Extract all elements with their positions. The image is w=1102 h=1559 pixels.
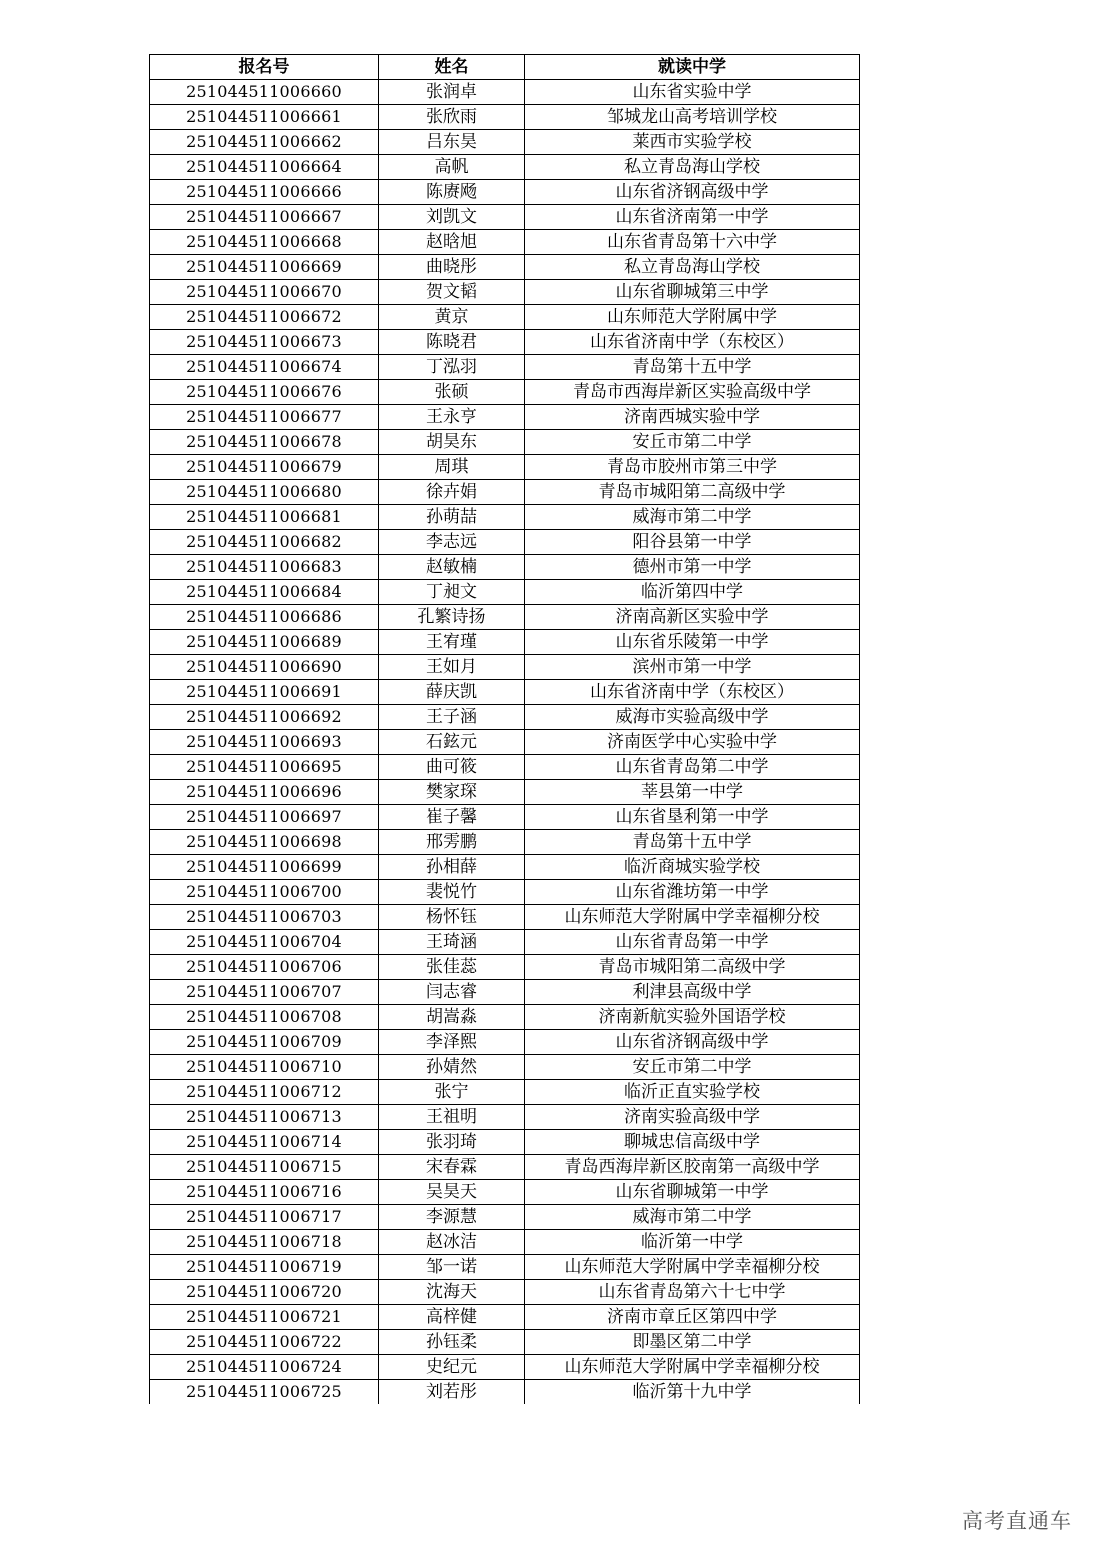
school-name-cell: 山东省青岛第二中学: [525, 755, 860, 780]
registration-number-cell: 251044511006712: [150, 1080, 379, 1105]
school-name-cell: 山东师范大学附属中学: [525, 305, 860, 330]
table-row: [150, 805, 860, 830]
table-row: [150, 580, 860, 605]
school-name-cell: 即墨区第二中学: [525, 1330, 860, 1355]
student-name-cell: 李源慧: [379, 1205, 525, 1230]
table-row: [150, 605, 860, 630]
student-name-cell: 崔子馨: [379, 805, 525, 830]
table-row: [150, 1305, 860, 1330]
school-name-cell: 临沂第四中学: [525, 580, 860, 605]
student-name-cell: 李泽熙: [379, 1030, 525, 1055]
school-name-cell: 山东省潍坊第一中学: [525, 880, 860, 905]
school-name-cell: 济南市章丘区第四中学: [525, 1305, 860, 1330]
registration-number-cell: 251044511006713: [150, 1105, 379, 1130]
school-name-cell: 济南高新区实验中学: [525, 605, 860, 630]
registration-number-cell: 251044511006670: [150, 280, 379, 305]
registration-number-cell: 251044511006722: [150, 1330, 379, 1355]
school-name-cell: 青岛西海岸新区胶南第一高级中学: [525, 1155, 860, 1180]
school-name-cell: 临沂第十九中学: [525, 1380, 860, 1405]
student-name-cell: 陈赓飏: [379, 180, 525, 205]
table-row: [150, 855, 860, 880]
student-name-cell: 胡嵩淼: [379, 1005, 525, 1030]
header-name: 姓名: [379, 55, 525, 80]
student-name-cell: 曲晓彤: [379, 255, 525, 280]
school-name-cell: 山东师范大学附属中学幸福柳分校: [525, 905, 860, 930]
student-name-cell: 邢雱鹏: [379, 830, 525, 855]
registration-number-cell: 251044511006697: [150, 805, 379, 830]
registration-number-cell: 251044511006721: [150, 1305, 379, 1330]
header-school: 就读中学: [525, 55, 860, 80]
table-row: [150, 430, 860, 455]
table-row: [150, 1005, 860, 1030]
student-name-cell: 薛庆凯: [379, 680, 525, 705]
student-name-cell: 史纪元: [379, 1355, 525, 1380]
school-name-cell: 安丘市第二中学: [525, 1055, 860, 1080]
table-row: [150, 780, 860, 805]
student-name-cell: 吴昊天: [379, 1180, 525, 1205]
student-name-cell: 赵冰洁: [379, 1230, 525, 1255]
student-name-cell: 徐卉娟: [379, 480, 525, 505]
school-name-cell: 临沂商城实验学校: [525, 855, 860, 880]
table-row: [150, 455, 860, 480]
table-row: [150, 355, 860, 380]
registration-number-cell: 251044511006683: [150, 555, 379, 580]
table-row: [150, 1055, 860, 1080]
student-name-cell: 赵晗旭: [379, 230, 525, 255]
registration-number-cell: 251044511006660: [150, 80, 379, 105]
table-row: [150, 1330, 860, 1355]
school-name-cell: 青岛第十五中学: [525, 355, 860, 380]
registration-number-cell: 251044511006672: [150, 305, 379, 330]
table-row: [150, 630, 860, 655]
school-name-cell: 济南实验高级中学: [525, 1105, 860, 1130]
table-row: [150, 130, 860, 155]
registration-number-cell: 251044511006673: [150, 330, 379, 355]
school-name-cell: 山东省垦利第一中学: [525, 805, 860, 830]
table-row: [150, 1255, 860, 1280]
school-name-cell: 聊城忠信高级中学: [525, 1130, 860, 1155]
student-name-cell: 王子涵: [379, 705, 525, 730]
school-name-cell: 山东省青岛第十六中学: [525, 230, 860, 255]
table-row: [150, 755, 860, 780]
table-row: [150, 330, 860, 355]
registration-number-cell: 251044511006698: [150, 830, 379, 855]
table-row: [150, 1205, 860, 1230]
table-row: [150, 1130, 860, 1155]
table-row: [150, 255, 860, 280]
student-name-cell: 杨怀钰: [379, 905, 525, 930]
table-row: [150, 1030, 860, 1055]
table-row: [150, 830, 860, 855]
school-name-cell: 山东师范大学附属中学幸福柳分校: [525, 1355, 860, 1380]
table-row: [150, 680, 860, 705]
school-name-cell: 青岛市城阳第二高级中学: [525, 480, 860, 505]
school-name-cell: 利津县高级中学: [525, 980, 860, 1005]
table-row: [150, 505, 860, 530]
registration-number-cell: 251044511006710: [150, 1055, 379, 1080]
school-name-cell: 山东师范大学附属中学幸福柳分校: [525, 1255, 860, 1280]
student-name-cell: 吕东昊: [379, 130, 525, 155]
registration-number-cell: 251044511006714: [150, 1130, 379, 1155]
student-name-cell: 刘若彤: [379, 1380, 525, 1405]
registration-number-cell: 251044511006674: [150, 355, 379, 380]
registration-number-cell: 251044511006692: [150, 705, 379, 730]
registration-number-cell: 251044511006669: [150, 255, 379, 280]
student-name-cell: 孙婧然: [379, 1055, 525, 1080]
table-row: [150, 705, 860, 730]
student-name-cell: 刘凯文: [379, 205, 525, 230]
student-name-cell: 樊家琛: [379, 780, 525, 805]
student-name-cell: 沈海天: [379, 1280, 525, 1305]
table-row: [150, 555, 860, 580]
student-name-cell: 丁昶文: [379, 580, 525, 605]
registration-number-cell: 251044511006666: [150, 180, 379, 205]
school-name-cell: 滨州市第一中学: [525, 655, 860, 680]
student-name-cell: 张宁: [379, 1080, 525, 1105]
registration-number-cell: 251044511006676: [150, 380, 379, 405]
table-row: [150, 480, 860, 505]
registration-number-cell: 251044511006708: [150, 1005, 379, 1030]
student-name-cell: 孙钰柔: [379, 1330, 525, 1355]
student-name-cell: 贺文韬: [379, 280, 525, 305]
registration-number-cell: 251044511006696: [150, 780, 379, 805]
school-name-cell: 青岛第十五中学: [525, 830, 860, 855]
student-name-cell: 张佳蕊: [379, 955, 525, 980]
student-name-cell: 王祖明: [379, 1105, 525, 1130]
student-name-cell: 胡昊东: [379, 430, 525, 455]
registration-number-cell: 251044511006715: [150, 1155, 379, 1180]
school-name-cell: 青岛市城阳第二高级中学: [525, 955, 860, 980]
school-name-cell: 阳谷县第一中学: [525, 530, 860, 555]
header-row: [150, 55, 860, 80]
student-name-cell: 张润卓: [379, 80, 525, 105]
registration-number-cell: 251044511006704: [150, 930, 379, 955]
student-name-cell: 高梓健: [379, 1305, 525, 1330]
table-row: [150, 880, 860, 905]
student-name-cell: 高帆: [379, 155, 525, 180]
registration-number-cell: 251044511006680: [150, 480, 379, 505]
school-name-cell: 私立青岛海山学校: [525, 255, 860, 280]
school-name-cell: 山东省聊城第一中学: [525, 1180, 860, 1205]
student-name-cell: 王宥瑾: [379, 630, 525, 655]
student-name-cell: 张欣雨: [379, 105, 525, 130]
student-name-cell: 宋春霖: [379, 1155, 525, 1180]
school-name-cell: 邹城龙山高考培训学校: [525, 105, 860, 130]
table-row: [150, 1280, 860, 1305]
table-row: [150, 230, 860, 255]
table-row: [150, 955, 860, 980]
registration-number-cell: 251044511006693: [150, 730, 379, 755]
school-name-cell: 威海市第二中学: [525, 1205, 860, 1230]
school-name-cell: 山东省实验中学: [525, 80, 860, 105]
table-row: [150, 405, 860, 430]
registration-number-cell: 251044511006724: [150, 1355, 379, 1380]
table-row: [150, 80, 860, 105]
table-row: [150, 305, 860, 330]
table-row: [150, 930, 860, 955]
registration-number-cell: 251044511006682: [150, 530, 379, 555]
table-row: [150, 1105, 860, 1130]
school-name-cell: 莱西市实验学校: [525, 130, 860, 155]
school-name-cell: 济南医学中心实验中学: [525, 730, 860, 755]
registration-number-cell: 251044511006661: [150, 105, 379, 130]
header-registration-number: 报名号: [150, 55, 379, 80]
registration-number-cell: 251044511006678: [150, 430, 379, 455]
table-row: [150, 1180, 860, 1205]
table-row: [150, 280, 860, 305]
registration-number-cell: 251044511006667: [150, 205, 379, 230]
watermark-text: 高考直通车: [962, 1509, 1072, 1533]
student-name-cell: 张硕: [379, 380, 525, 405]
student-name-cell: 王永亨: [379, 405, 525, 430]
registration-number-cell: 251044511006719: [150, 1255, 379, 1280]
school-name-cell: 威海市实验高级中学: [525, 705, 860, 730]
school-name-cell: 山东省乐陵第一中学: [525, 630, 860, 655]
school-name-cell: 山东省济钢高级中学: [525, 180, 860, 205]
registration-number-cell: 251044511006707: [150, 980, 379, 1005]
registration-number-cell: 251044511006703: [150, 905, 379, 930]
school-name-cell: 山东省济南中学（东校区）: [525, 680, 860, 705]
table-row: [150, 1230, 860, 1255]
registration-number-cell: 251044511006679: [150, 455, 379, 480]
school-name-cell: 济南新航实验外国语学校: [525, 1005, 860, 1030]
student-name-cell: 孔繁诗扬: [379, 605, 525, 630]
table-row: [150, 205, 860, 230]
registration-number-cell: 251044511006720: [150, 1280, 379, 1305]
student-name-cell: 王琦涵: [379, 930, 525, 955]
registration-number-cell: 251044511006716: [150, 1180, 379, 1205]
registration-number-cell: 251044511006689: [150, 630, 379, 655]
school-name-cell: 私立青岛海山学校: [525, 155, 860, 180]
registration-number-cell: 251044511006699: [150, 855, 379, 880]
school-name-cell: 安丘市第二中学: [525, 430, 860, 455]
registration-number-cell: 251044511006662: [150, 130, 379, 155]
school-name-cell: 青岛市胶州市第三中学: [525, 455, 860, 480]
student-name-cell: 曲可筱: [379, 755, 525, 780]
student-name-cell: 邹一诺: [379, 1255, 525, 1280]
school-name-cell: 山东省青岛第六十七中学: [525, 1280, 860, 1305]
student-name-cell: 黄京: [379, 305, 525, 330]
table-row: [150, 1355, 860, 1380]
registration-number-cell: 251044511006700: [150, 880, 379, 905]
registration-number-cell: 251044511006718: [150, 1230, 379, 1255]
table-row: [150, 1155, 860, 1180]
student-name-cell: 王如月: [379, 655, 525, 680]
registration-number-cell: 251044511006690: [150, 655, 379, 680]
school-name-cell: 威海市第二中学: [525, 505, 860, 530]
table-row: [150, 105, 860, 130]
school-name-cell: 山东省济钢高级中学: [525, 1030, 860, 1055]
student-name-cell: 周琪: [379, 455, 525, 480]
registration-number-cell: 251044511006664: [150, 155, 379, 180]
registration-number-cell: 251044511006677: [150, 405, 379, 430]
student-name-cell: 李志远: [379, 530, 525, 555]
school-name-cell: 临沂正直实验学校: [525, 1080, 860, 1105]
school-name-cell: 德州市第一中学: [525, 555, 860, 580]
registration-number-cell: 251044511006686: [150, 605, 379, 630]
table-row: [150, 380, 860, 405]
student-name-cell: 丁泓羽: [379, 355, 525, 380]
table-row: [150, 655, 860, 680]
registration-number-cell: 251044511006717: [150, 1205, 379, 1230]
table-row: [150, 180, 860, 205]
table-row: [150, 980, 860, 1005]
table-row: [150, 530, 860, 555]
school-name-cell: 山东省济南中学（东校区）: [525, 330, 860, 355]
school-name-cell: 山东省青岛第一中学: [525, 930, 860, 955]
table-body: [150, 80, 860, 1405]
table-row: [150, 905, 860, 930]
student-name-cell: 孙相薛: [379, 855, 525, 880]
student-name-cell: 孙萌喆: [379, 505, 525, 530]
table-row: [150, 1380, 860, 1405]
registration-number-cell: 251044511006691: [150, 680, 379, 705]
registration-number-cell: 251044511006725: [150, 1380, 379, 1405]
table-row: [150, 1080, 860, 1105]
roster-table: [149, 54, 860, 1404]
school-name-cell: 济南西城实验中学: [525, 405, 860, 430]
school-name-cell: 山东省聊城第三中学: [525, 280, 860, 305]
student-name-cell: 石鉉元: [379, 730, 525, 755]
student-name-cell: 裴悦竹: [379, 880, 525, 905]
student-name-cell: 闫志睿: [379, 980, 525, 1005]
registration-number-cell: 251044511006684: [150, 580, 379, 605]
registration-number-cell: 251044511006668: [150, 230, 379, 255]
school-name-cell: 临沂第一中学: [525, 1230, 860, 1255]
school-name-cell: 山东省济南第一中学: [525, 205, 860, 230]
student-name-cell: 赵敏楠: [379, 555, 525, 580]
school-name-cell: 莘县第一中学: [525, 780, 860, 805]
student-name-cell: 张羽琦: [379, 1130, 525, 1155]
table-header: [150, 55, 860, 80]
registration-number-cell: 251044511006681: [150, 505, 379, 530]
school-name-cell: 青岛市西海岸新区实验高级中学: [525, 380, 860, 405]
registration-number-cell: 251044511006706: [150, 955, 379, 980]
registration-number-cell: 251044511006709: [150, 1030, 379, 1055]
registration-number-cell: 251044511006695: [150, 755, 379, 780]
table-row: [150, 730, 860, 755]
table-row: [150, 155, 860, 180]
student-name-cell: 陈晓君: [379, 330, 525, 355]
